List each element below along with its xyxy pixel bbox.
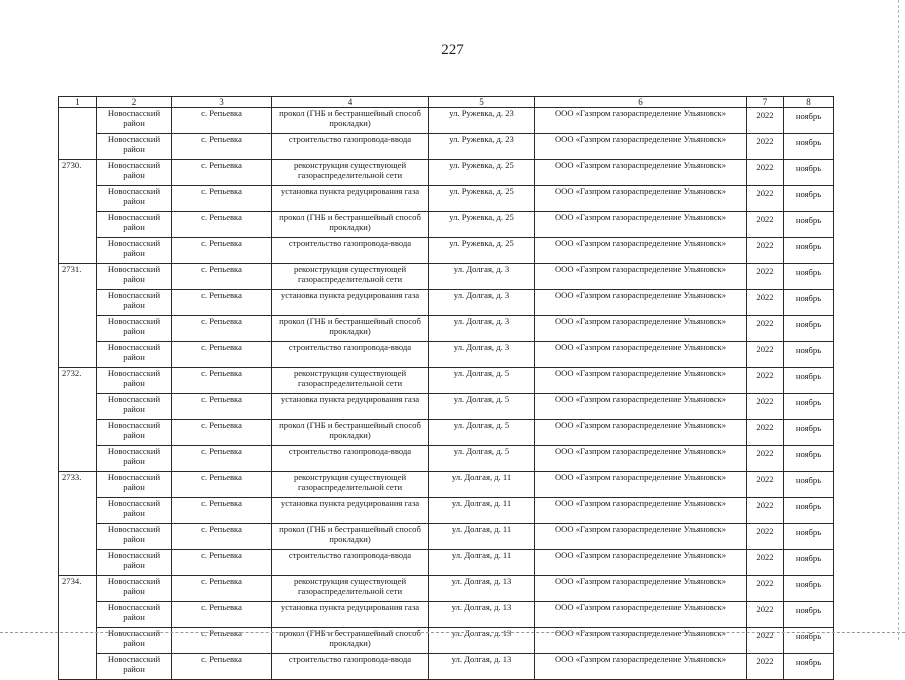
year-cell: 2022 xyxy=(747,498,784,524)
table-row xyxy=(59,524,834,550)
column-header: 1 xyxy=(59,97,97,108)
organization-cell: ООО «Газпром газораспределение Ульяновск» xyxy=(535,576,747,602)
table-row xyxy=(59,576,834,602)
district-cell: Новоспасский район xyxy=(97,368,172,394)
year-cell: 2022 xyxy=(747,524,784,550)
row-number xyxy=(59,290,97,316)
work-cell: реконструкция существующей газораспределительной сети xyxy=(272,264,429,290)
table-row xyxy=(59,134,834,160)
work-cell: прокол (ГНБ и бестраншейный способ прокладки) xyxy=(272,212,429,238)
address-cell: ул. Долгая, д. 5 xyxy=(429,446,535,472)
work-cell: прокол (ГНБ и бестраншейный способ прокладки) xyxy=(272,628,429,654)
column-header: 2 xyxy=(97,97,172,108)
district-cell: Новоспасский район xyxy=(97,290,172,316)
settlement-cell: с. Репьевка xyxy=(172,602,272,628)
organization-cell: ООО «Газпром газораспределение Ульяновск» xyxy=(535,368,747,394)
month-cell: ноябрь xyxy=(784,576,834,602)
table-row xyxy=(59,316,834,342)
district-cell: Новоспасский район xyxy=(97,342,172,368)
address-cell: ул. Долгая, д. 13 xyxy=(429,576,535,602)
address-cell: ул. Долгая, д. 13 xyxy=(429,654,535,680)
year-cell: 2022 xyxy=(747,628,784,654)
organization-cell: ООО «Газпром газораспределение Ульяновск» xyxy=(535,524,747,550)
year-cell: 2022 xyxy=(747,602,784,628)
district-cell: Новоспасский район xyxy=(97,498,172,524)
row-number xyxy=(59,498,97,524)
address-cell: ул. Ружевка, д. 25 xyxy=(429,212,535,238)
work-cell: строительство газопровода-ввода xyxy=(272,238,429,264)
organization-cell: ООО «Газпром газораспределение Ульяновск» xyxy=(535,186,747,212)
year-cell: 2022 xyxy=(747,342,784,368)
row-number xyxy=(59,602,97,628)
year-cell: 2022 xyxy=(747,108,784,134)
column-header: 4 xyxy=(272,97,429,108)
organization-cell: ООО «Газпром газораспределение Ульяновск» xyxy=(535,628,747,654)
month-cell: ноябрь xyxy=(784,316,834,342)
district-cell: Новоспасский район xyxy=(97,238,172,264)
month-cell: ноябрь xyxy=(784,472,834,498)
year-cell: 2022 xyxy=(747,368,784,394)
work-cell: прокол (ГНБ и бестраншейный способ прокладки) xyxy=(272,108,429,134)
address-cell: ул. Ружевка, д. 25 xyxy=(429,238,535,264)
settlement-cell: с. Репьевка xyxy=(172,550,272,576)
table-row xyxy=(59,368,834,394)
month-cell: ноябрь xyxy=(784,160,834,186)
settlement-cell: с. Репьевка xyxy=(172,394,272,420)
address-cell: ул. Долгая, д. 11 xyxy=(429,498,535,524)
month-cell: ноябрь xyxy=(784,108,834,134)
organization-cell: ООО «Газпром газораспределение Ульяновск» xyxy=(535,264,747,290)
row-number: 2731. xyxy=(59,264,97,290)
page-edge-line xyxy=(0,632,905,633)
settlement-cell: с. Репьевка xyxy=(172,472,272,498)
district-cell: Новоспасский район xyxy=(97,420,172,446)
month-cell: ноябрь xyxy=(784,186,834,212)
settlement-cell: с. Репьевка xyxy=(172,160,272,186)
year-cell: 2022 xyxy=(747,212,784,238)
work-cell: реконструкция существующей газораспределительной сети xyxy=(272,160,429,186)
row-number xyxy=(59,550,97,576)
settlement-cell: с. Репьевка xyxy=(172,186,272,212)
table-row xyxy=(59,186,834,212)
work-cell: установка пункта редуцирования газа xyxy=(272,186,429,212)
district-cell: Новоспасский район xyxy=(97,472,172,498)
year-cell: 2022 xyxy=(747,654,784,680)
work-cell: строительство газопровода-ввода xyxy=(272,654,429,680)
row-number xyxy=(59,316,97,342)
year-cell: 2022 xyxy=(747,576,784,602)
year-cell: 2022 xyxy=(747,316,784,342)
district-cell: Новоспасский район xyxy=(97,186,172,212)
settlement-cell: с. Репьевка xyxy=(172,238,272,264)
settlement-cell: с. Репьевка xyxy=(172,654,272,680)
organization-cell: ООО «Газпром газораспределение Ульяновск» xyxy=(535,290,747,316)
year-cell: 2022 xyxy=(747,550,784,576)
address-cell: ул. Ружевка, д. 25 xyxy=(429,186,535,212)
table-row xyxy=(59,290,834,316)
column-header: 7 xyxy=(747,97,784,108)
district-cell: Новоспасский район xyxy=(97,108,172,134)
table-row xyxy=(59,550,834,576)
settlement-cell: с. Репьевка xyxy=(172,264,272,290)
month-cell: ноябрь xyxy=(784,394,834,420)
year-cell: 2022 xyxy=(747,264,784,290)
year-cell: 2022 xyxy=(747,394,784,420)
work-cell: строительство газопровода-ввода xyxy=(272,342,429,368)
organization-cell: ООО «Газпром газораспределение Ульяновск» xyxy=(535,212,747,238)
year-cell: 2022 xyxy=(747,134,784,160)
address-cell: ул. Ружевка, д. 23 xyxy=(429,108,535,134)
district-cell: Новоспасский район xyxy=(97,446,172,472)
address-cell: ул. Долгая, д. 5 xyxy=(429,420,535,446)
page-number: 227 xyxy=(441,42,464,58)
organization-cell: ООО «Газпром газораспределение Ульяновск» xyxy=(535,654,747,680)
work-cell: реконструкция существующей газораспределительной сети xyxy=(272,368,429,394)
table-row xyxy=(59,264,834,290)
settlement-cell: с. Репьевка xyxy=(172,212,272,238)
month-cell: ноябрь xyxy=(784,446,834,472)
row-number xyxy=(59,186,97,212)
row-number xyxy=(59,342,97,368)
row-number xyxy=(59,212,97,238)
work-cell: строительство газопровода-ввода xyxy=(272,134,429,160)
year-cell: 2022 xyxy=(747,420,784,446)
row-number: 2730. xyxy=(59,160,97,186)
district-cell: Новоспасский район xyxy=(97,160,172,186)
row-number xyxy=(59,108,97,134)
table-row xyxy=(59,654,834,680)
organization-cell: ООО «Газпром газораспределение Ульяновск» xyxy=(535,472,747,498)
table-row xyxy=(59,498,834,524)
table-row xyxy=(59,342,834,368)
column-header: 5 xyxy=(429,97,535,108)
district-cell: Новоспасский район xyxy=(97,212,172,238)
address-cell: ул. Долгая, д. 11 xyxy=(429,472,535,498)
settlement-cell: с. Репьевка xyxy=(172,446,272,472)
organization-cell: ООО «Газпром газораспределение Ульяновск» xyxy=(535,316,747,342)
row-number xyxy=(59,524,97,550)
address-cell: ул. Долгая, д. 11 xyxy=(429,550,535,576)
table-row xyxy=(59,472,834,498)
register-table xyxy=(58,96,834,680)
column-header: 3 xyxy=(172,97,272,108)
table-row xyxy=(59,160,834,186)
organization-cell: ООО «Газпром газораспределение Ульяновск» xyxy=(535,446,747,472)
settlement-cell: с. Репьевка xyxy=(172,628,272,654)
month-cell: ноябрь xyxy=(784,342,834,368)
work-cell: реконструкция существующей газораспределительной сети xyxy=(272,472,429,498)
month-cell: ноябрь xyxy=(784,550,834,576)
settlement-cell: с. Репьевка xyxy=(172,290,272,316)
organization-cell: ООО «Газпром газораспределение Ульяновск» xyxy=(535,160,747,186)
settlement-cell: с. Репьевка xyxy=(172,576,272,602)
month-cell: ноябрь xyxy=(784,290,834,316)
district-cell: Новоспасский район xyxy=(97,134,172,160)
month-cell: ноябрь xyxy=(784,524,834,550)
organization-cell: ООО «Газпром газораспределение Ульяновск» xyxy=(535,602,747,628)
month-cell: ноябрь xyxy=(784,368,834,394)
district-cell: Новоспасский район xyxy=(97,316,172,342)
address-cell: ул. Долгая, д. 13 xyxy=(429,628,535,654)
organization-cell: ООО «Газпром газораспределение Ульяновск» xyxy=(535,108,747,134)
table-row xyxy=(59,212,834,238)
address-cell: ул. Долгая, д. 13 xyxy=(429,602,535,628)
year-cell: 2022 xyxy=(747,472,784,498)
settlement-cell: с. Репьевка xyxy=(172,524,272,550)
header-row xyxy=(59,97,834,108)
year-cell: 2022 xyxy=(747,186,784,212)
organization-cell: ООО «Газпром газораспределение Ульяновск» xyxy=(535,550,747,576)
year-cell: 2022 xyxy=(747,290,784,316)
column-header: 8 xyxy=(784,97,834,108)
address-cell: ул. Долгая, д. 5 xyxy=(429,368,535,394)
district-cell: Новоспасский район xyxy=(97,654,172,680)
district-cell: Новоспасский район xyxy=(97,628,172,654)
address-cell: ул. Долгая, д. 3 xyxy=(429,316,535,342)
table-row xyxy=(59,394,834,420)
work-cell: строительство газопровода-ввода xyxy=(272,446,429,472)
address-cell: ул. Ружевка, д. 23 xyxy=(429,134,535,160)
row-number: 2733. xyxy=(59,472,97,498)
table-row xyxy=(59,108,834,134)
month-cell: ноябрь xyxy=(784,498,834,524)
district-cell: Новоспасский район xyxy=(97,264,172,290)
month-cell: ноябрь xyxy=(784,134,834,160)
settlement-cell: с. Репьевка xyxy=(172,342,272,368)
organization-cell: ООО «Газпром газораспределение Ульяновск» xyxy=(535,134,747,160)
row-number xyxy=(59,420,97,446)
table-row xyxy=(59,602,834,628)
organization-cell: ООО «Газпром газораспределение Ульяновск» xyxy=(535,238,747,264)
district-cell: Новоспасский район xyxy=(97,394,172,420)
work-cell: прокол (ГНБ и бестраншейный способ прокладки) xyxy=(272,316,429,342)
month-cell: ноябрь xyxy=(784,264,834,290)
settlement-cell: с. Репьевка xyxy=(172,108,272,134)
address-cell: ул. Ружевка, д. 25 xyxy=(429,160,535,186)
row-number: 2732. xyxy=(59,368,97,394)
row-number xyxy=(59,238,97,264)
row-number xyxy=(59,654,97,680)
month-cell: ноябрь xyxy=(784,602,834,628)
organization-cell: ООО «Газпром газораспределение Ульяновск» xyxy=(535,498,747,524)
work-cell: установка пункта редуцирования газа xyxy=(272,498,429,524)
year-cell: 2022 xyxy=(747,160,784,186)
month-cell: ноябрь xyxy=(784,654,834,680)
work-cell: установка пункта редуцирования газа xyxy=(272,394,429,420)
month-cell: ноябрь xyxy=(784,628,834,654)
table-row xyxy=(59,446,834,472)
month-cell: ноябрь xyxy=(784,212,834,238)
settlement-cell: с. Репьевка xyxy=(172,134,272,160)
work-cell: реконструкция существующей газораспределительной сети xyxy=(272,576,429,602)
work-cell: прокол (ГНБ и бестраншейный способ прокладки) xyxy=(272,420,429,446)
column-header: 6 xyxy=(535,97,747,108)
year-cell: 2022 xyxy=(747,446,784,472)
row-number xyxy=(59,394,97,420)
address-cell: ул. Долгая, д. 3 xyxy=(429,290,535,316)
address-cell: ул. Долгая, д. 3 xyxy=(429,342,535,368)
settlement-cell: с. Репьевка xyxy=(172,316,272,342)
organization-cell: ООО «Газпром газораспределение Ульяновск» xyxy=(535,342,747,368)
table-row xyxy=(59,238,834,264)
work-cell: установка пункта редуцирования газа xyxy=(272,602,429,628)
table-row xyxy=(59,420,834,446)
district-cell: Новоспасский район xyxy=(97,576,172,602)
organization-cell: ООО «Газпром газораспределение Ульяновск» xyxy=(535,394,747,420)
address-cell: ул. Долгая, д. 11 xyxy=(429,524,535,550)
district-cell: Новоспасский район xyxy=(97,602,172,628)
row-number: 2734. xyxy=(59,576,97,602)
work-cell: установка пункта редуцирования газа xyxy=(272,290,429,316)
settlement-cell: с. Репьевка xyxy=(172,420,272,446)
year-cell: 2022 xyxy=(747,238,784,264)
organization-cell: ООО «Газпром газораспределение Ульяновск» xyxy=(535,420,747,446)
work-cell: строительство газопровода-ввода xyxy=(272,550,429,576)
month-cell: ноябрь xyxy=(784,420,834,446)
month-cell: ноябрь xyxy=(784,238,834,264)
settlement-cell: с. Репьевка xyxy=(172,498,272,524)
address-cell: ул. Долгая, д. 3 xyxy=(429,264,535,290)
work-cell: прокол (ГНБ и бестраншейный способ прокладки) xyxy=(272,524,429,550)
district-cell: Новоспасский район xyxy=(97,524,172,550)
page-edge-line xyxy=(898,0,899,640)
address-cell: ул. Долгая, д. 5 xyxy=(429,394,535,420)
settlement-cell: с. Репьевка xyxy=(172,368,272,394)
row-number xyxy=(59,446,97,472)
district-cell: Новоспасский район xyxy=(97,550,172,576)
row-number xyxy=(59,134,97,160)
